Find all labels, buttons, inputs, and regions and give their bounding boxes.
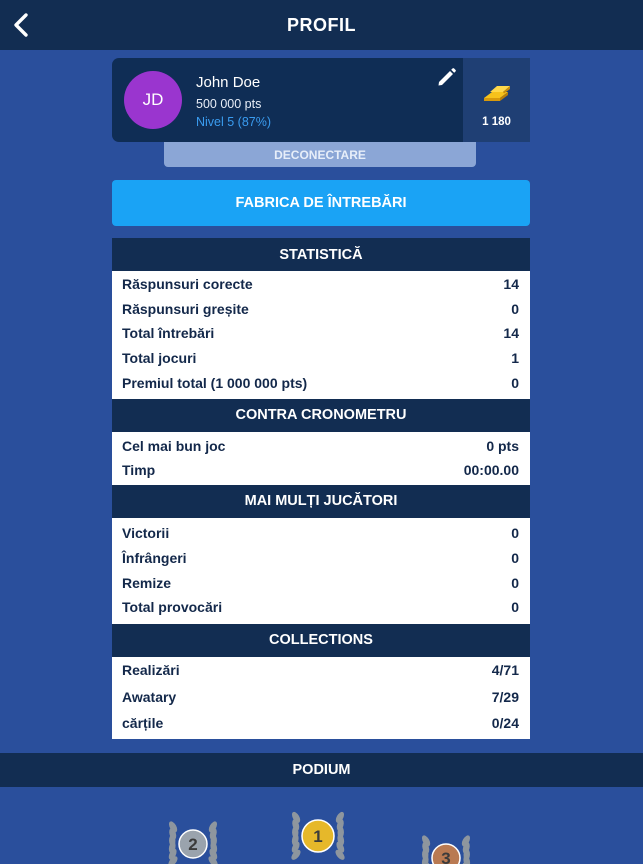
stat-label: Răspunsuri corecte [122,276,253,293]
stat-row [122,321,519,346]
stat-label: Awatary [122,688,177,705]
top-bar [0,0,643,50]
stat-label: Total întrebări [122,325,215,342]
section-body [112,657,530,739]
stat-label: Total jocuri [122,350,197,367]
section-header: CONTRA CRONOMETRU [112,399,530,432]
user-level: Nivel 5 (87%) [196,115,272,129]
stat-value: 4/71 [491,662,519,679]
bronze-medal-icon [418,834,474,864]
stat-value: 00:00.00 [463,461,519,478]
statistics-section [112,238,530,399]
stat-value: 14 [503,325,519,342]
chevron-left-icon [10,12,32,38]
stat-label: Premiul total (1 000 000 pts) [122,374,308,391]
user-name: John Doe [196,74,261,91]
stat-row [122,521,519,546]
section-body [112,432,530,485]
back-button[interactable] [6,10,36,40]
section-body [112,518,530,624]
stat-row [122,657,519,684]
stat-row [122,595,519,620]
stat-row [122,434,519,458]
time-attack-section [112,399,530,485]
section-header: MAI MULȚI JUCĂTORI [112,485,530,518]
stat-value: 0/24 [491,715,519,732]
medal-rank: 1 [313,827,323,846]
stat-value: 0 [511,599,519,616]
stat-row [122,272,519,297]
stat-label: cărțile [122,715,164,732]
logout-button[interactable]: DECONECTARE [164,142,476,167]
stat-row [122,570,519,595]
podium-header: PODIUM [0,753,643,787]
pencil-icon [436,66,458,88]
stat-value: 0 [511,550,519,566]
stat-label: Victorii [122,525,170,542]
stat-value: 0 [511,574,519,591]
stat-value: 7/29 [491,688,519,705]
stat-value: 0 [511,374,519,391]
medal-rank: 3 [441,849,451,864]
question-factory-button[interactable]: FABRICA DE ÎNTREBĂRI [112,180,530,226]
stat-label: Total provocări [122,599,223,616]
stat-value: 14 [503,276,519,293]
stat-row [122,297,519,322]
section-body [112,271,530,399]
gold-count: 1 180 [482,116,511,128]
multiplayer-section [112,485,530,624]
stat-row [122,710,519,737]
stat-label: Răspunsuri greșite [122,300,249,317]
stat-label: Înfrângeri [122,550,187,566]
stat-value: 0 [511,525,519,542]
stat-row [122,346,519,371]
section-header: COLLECTIONS [112,624,530,657]
stat-row [122,546,519,571]
stat-label: Realizări [122,662,180,679]
profile-card [112,58,530,142]
silver-medal-icon [164,818,222,864]
gold-bars-icon [480,80,514,106]
stat-value: 0 pts [486,437,519,454]
stat-label: Remize [122,574,172,591]
stats-panel [112,238,530,739]
page-title: PROFIL [287,14,356,35]
avatar[interactable]: JD [124,71,182,129]
user-points: 500 000 pts [196,97,262,111]
stat-label: Cel mai bun joc [122,437,226,454]
collections-section [112,624,530,739]
medal-rank: 2 [188,835,198,854]
stat-value: 0 [511,300,519,317]
edit-profile-button[interactable] [436,66,458,88]
stat-value: 1 [511,350,519,367]
stat-row [122,683,519,710]
stat-label: Timp [122,461,156,478]
gold-medal-icon [289,810,347,862]
stat-row [122,370,519,395]
stat-row [122,458,519,482]
gold-panel[interactable] [463,58,530,142]
section-header: STATISTICĂ [112,238,530,271]
